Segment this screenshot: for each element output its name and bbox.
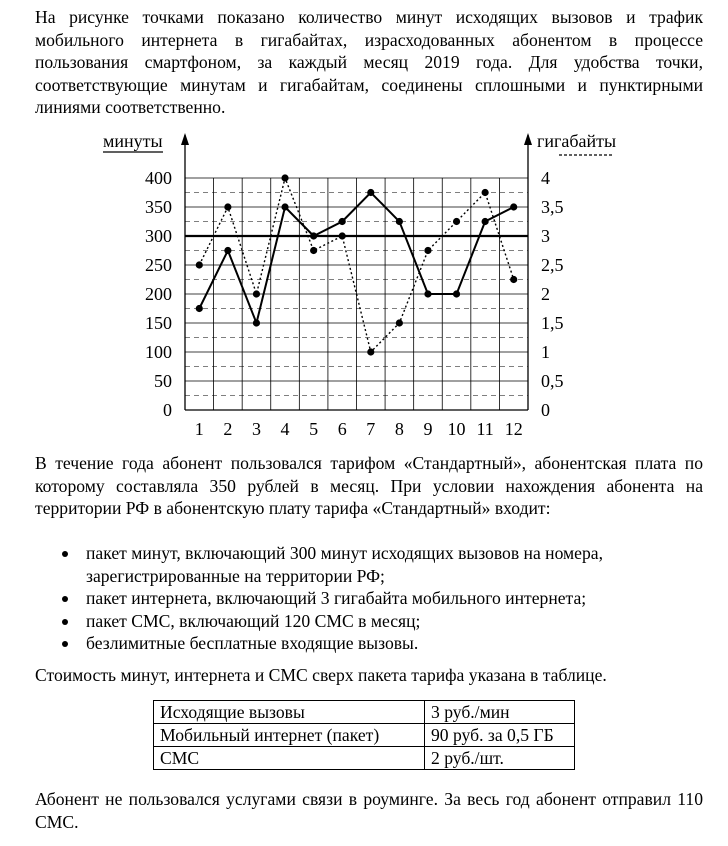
table-cell: 90 руб. за 0,5 ГБ [425,724,575,747]
minutes-point [196,305,203,312]
minutes-point [339,218,346,225]
list-item: пакет минут, включающий 300 минут исходящих вызовов на номера, зарегистрированные на территории РФ; [35,542,703,587]
gigabytes-point [281,174,288,181]
minutes-point [281,203,288,210]
tariff-paragraph: В течение года абонент пользовался тарифом «Стандартный», абонентская плата по которому составляла 350 рублей в месяц. При условии нахождения абонента на территории РФ в абонентскую плату тарифа «Стандартный» входит: [35,453,703,518]
table-cell: СМС [154,747,425,770]
x-tick-label: 6 [337,419,347,439]
y-right-tick-label: 3 [541,226,550,246]
x-tick-label: 3 [251,419,261,439]
x-tick-label: 4 [280,419,290,439]
gigabytes-point [253,290,260,297]
table-row [154,747,575,770]
minutes-point [510,203,517,210]
gigabytes-point [224,203,231,210]
table-row [154,724,575,747]
y-right-tick-label: 4 [541,168,550,188]
gigabytes-point [510,276,517,283]
final-paragraph: Абонент не пользовался услугами связи в роуминге. За весь год абонент отправил 110 СМС. [35,789,703,832]
bullet-icon [62,619,68,625]
y-right-tick-label: 2 [541,284,550,304]
y-left-tick-label: 250 [145,255,172,275]
y-right-tick-label: 0,5 [541,371,564,391]
x-tick-label: 12 [504,419,523,439]
x-tick-label: 5 [309,419,319,439]
bullet-icon [62,596,68,602]
x-tick-label: 7 [366,419,376,439]
x-tick-label: 2 [223,419,233,439]
x-tick-label: 10 [447,419,466,439]
minutes-point [424,290,431,297]
bullet-icon [62,641,68,647]
y-right-tick-label: 2,5 [541,255,564,275]
table-cell: 3 руб./мин [425,701,575,724]
minutes-point [396,218,403,225]
y-right-tick-label: 0 [541,400,550,420]
gigabytes-point [367,348,374,355]
minutes-point [310,232,317,239]
gigabytes-point [453,218,460,225]
gigabytes-point [396,319,403,326]
tariff-includes-list [35,542,703,655]
chart-axes [103,133,612,410]
minutes-point [482,218,489,225]
table-cell: Мобильный интернет (пакет) [154,724,425,747]
bullet-icon [62,551,68,557]
gigabytes-point [196,261,203,268]
table-cell: Исходящие вызовы [154,701,425,724]
intro-paragraph: На рисунке точками показано количество минут исходящих вызовов и трафик мобильного интернета в гигабайтах, израсходованных абонентом в процессе пользования смартфоном, за каждый месяц 2019 года. Для удобства точки, соответствующие минутам и гигабайтам, соединены сплошными и пунктирными линиями соответственно. [35,7,703,117]
x-tick-label: 1 [194,419,204,439]
gigabytes-point [482,189,489,196]
table-cell: 2 руб./шт. [425,747,575,770]
y-right-tick-label: 3,5 [541,197,564,217]
y-left-tick-label: 200 [145,284,172,304]
list-item: пакет интернета, включающий 3 гигабайта мобильного интернета; [35,587,703,610]
minutes-point [367,189,374,196]
table-row [154,701,575,724]
y-left-tick-label: 100 [145,342,172,362]
y-left-tick-label: 0 [163,400,172,420]
y-left-tick-label: 350 [145,197,172,217]
y-right-tick-label: 1,5 [541,313,564,333]
x-tick-label: 11 [476,419,494,439]
minutes-point [224,247,231,254]
y-right-tick-label: 1 [541,342,550,362]
x-tick-label: 8 [394,419,404,439]
left-axis-label: минуты [103,131,163,151]
y-left-tick-label: 300 [145,226,172,246]
list-item: безлимитные бесплатные входящие вызовы. [35,632,703,655]
y-left-tick-label: 400 [145,168,172,188]
right-axis-arrow-icon [524,133,532,145]
left-axis-arrow-icon [181,133,189,145]
right-axis-label: гигабайты [537,131,617,151]
x-tick-label: 9 [423,419,433,439]
gigabytes-point [339,232,346,239]
list-item: пакет СМС, включающий 120 СМС в месяц; [35,610,703,633]
minutes-gigabytes-chart [0,125,728,445]
price-table [153,700,575,770]
minutes-point [453,290,460,297]
y-left-tick-label: 50 [154,371,172,391]
minutes-point [253,319,260,326]
chart-grid [185,178,528,410]
table-intro: Стоимость минут, интернета и СМС сверх пакета тарифа указана в таблице. [35,665,607,685]
gigabytes-point [424,247,431,254]
y-left-tick-label: 150 [145,313,172,333]
gigabytes-point [310,247,317,254]
